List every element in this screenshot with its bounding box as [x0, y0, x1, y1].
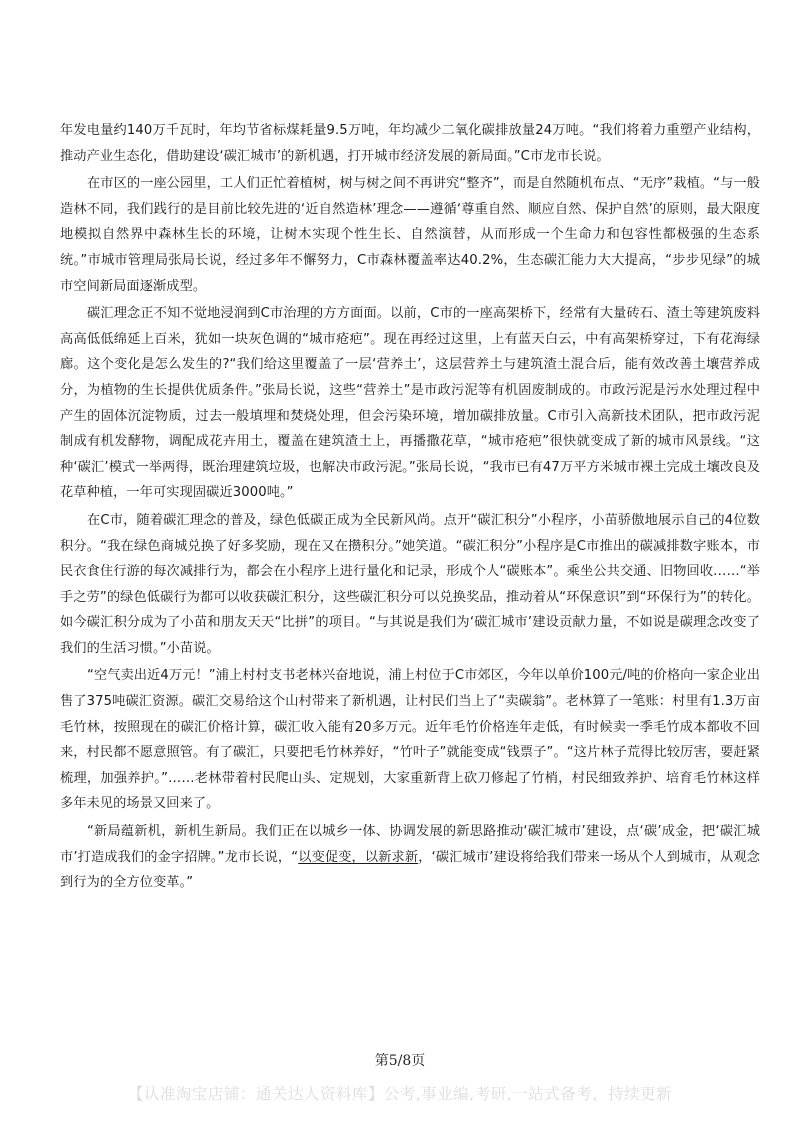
paragraph-6-after: ，‘碳汇城市’建设将给我们带来一场从个人到城市，从观念到行为的全方位变革。”	[60, 849, 760, 891]
page-number: 第5/8页	[374, 1053, 426, 1069]
watermark-text: 【认准淘宝店铺：通关达人资料库】公考,事业编,考研,一站式备考，持续更新	[127, 1085, 673, 1103]
paragraph-6	[60, 819, 760, 896]
paragraph-5: “空气卖出近4万元！”浦上村村支书老林兴奋地说，浦上村位于C市郊区，今年以单价100元/吨的价格向一家企业出售了375吨碳汇资源。碳汇交易给这个山村带来了新机遇，让村民们当上了“卖碳翁”。老林算了一笔账：村里有1.3万亩毛竹林，按照现在的碳汇价格计算，碳汇收入能有20多万元。近年毛竹价格连年走低，有时候卖一季毛竹成本都收不回来，村民都不愿意照管。有了碳汇，只要把毛竹林养好，“竹叶子”就能变成“钱票子”。“这片林子荒得比较厉害，要赶紧梳理，加强养护。”……老林带着村民爬山头、定规划，大家重新背上砍刀修起了竹梢，村民细致养护、培育毛竹林这样多年未见的场景又回来了。	[60, 668, 760, 812]
paragraph-6-before: “新局蕴新机，新机生新局。我们正在以城乡一体、协调发展的新思路推动‘碳汇城市’建设，点‘碳’成金，把‘碳汇城市’打造成我们的金字招牌。”龙市长说，“	[60, 824, 760, 865]
paragraph-1: 年发电量约140万千瓦时，年均节省标煤耗量9.5万吨，年均减少二氧化碳排放量24万吨。“我们将着力重塑产业结构，推动产业生态化，借助建设‘碳汇城市’的新机遇，打开城市经济发展的新局面。”C市龙市长说。	[60, 123, 760, 164]
paragraph-4: 在C市，随着碳汇理念的普及，绿色低碳正成为全民新风尚。点开“碳汇积分”小程序，小苗骄傲地展示自己的4位数积分。“我在绿色商城兑换了好多奖励，现在又在攒积分。”她笑道。“碳汇积分”小程序是C市推出的碳减排数字账本，市民衣食住行游的每次减排行为，都会在小程序上进行量化和记录，形成个人“碳账本”。乘坐公共交通、旧物回收……“举手之劳”的绿色低碳行为都可以收获碳汇积分，这些碳汇积分可以兑换奖品，推动着从“环保意识”到“环保行为”的转化。如今碳汇积分成为了小苗和朋友天天“比拼”的项目。“与其说是我们为‘碳汇城市’建设贡献力量，不如说是碳理念改变了我们的生活习惯。”小苗说。	[60, 512, 760, 656]
paragraph-3: 碳汇理念正不知不觉地浸润到C市治理的方方面面。以前，C市的一座高架桥下，经常有大量砖石、渣土等建筑废料高高低低绵延上百米，犹如一块灰色调的“城市疮疤”。现在再经过这里，上有蓝天白云，中有高架桥穿过，下有花海绿廊。这个变化是怎么发生的?“我们给这里覆盖了一层‘营养土’，这层营养土与建筑渣土混合后，能有效改善土壤营养成分，为植物的生长提供优质条件。”张局长说，这些“营养土”是市政污泥等有机固废制成的。市政污泥是污水处理过程中产生的固体沉淀物质，过去一般填埋和焚烧处理，但会污染环境，增加碳排放量。C市引入高新技术团队，把市政污泥制成有机发酵物，调配成花卉用土，覆盖在建筑渣土上，再播撒花草，“城市疮疤”很快就变成了新的城市风景线。“这种‘碳汇’模式一举两得，既治理建筑垃圾，也解决市政污泥。”张局长说，“我市已有47万平方米城市裸土完成土壤改良及花草种植，一年可实现固碳近3000吨。”	[60, 306, 760, 501]
document-body	[60, 118, 760, 896]
paragraph-2: 在市区的一座公园里，工人们正忙着植树，树与树之间不再讲究“整齐”，而是自然随机布点、“无序”栽植。“与一般造林不同，我们践行的是目前比较先进的‘近自然造林’理念——遵循‘尊重自然、顺应自然、保护自然’的原则，最大限度地模拟自然界中森林生长的环境，让树木实现个性生长、自然演替，从而形成一个生命力和包容性都极强的生态系统。”市城市管理局张局长说，经过多年不懈努力，C市森林覆盖率达40.2%，生态碳汇能力大大提高，“步步见绿”的城市空间新局面逐渐成型。	[60, 176, 760, 294]
underlined-phrase: 以变促变，以新求新	[298, 849, 419, 865]
